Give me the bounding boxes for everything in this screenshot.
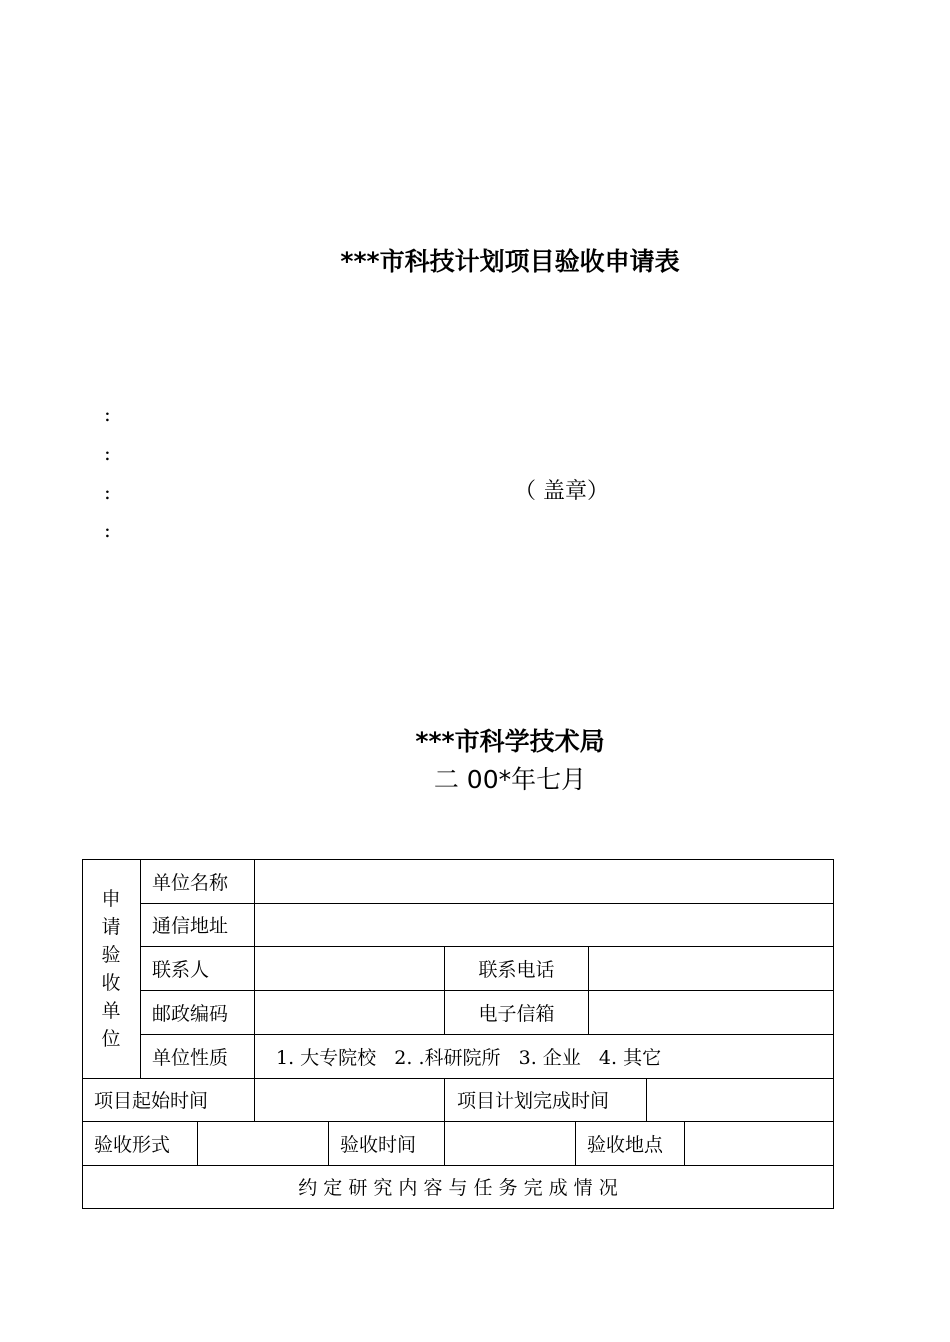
label-char: 请 bbox=[101, 915, 121, 938]
email-label: 电子信箱 bbox=[478, 1002, 555, 1025]
label-char: 验 bbox=[101, 943, 121, 966]
postcode-label: 邮政编码 bbox=[152, 1002, 229, 1025]
plan-end-time-field[interactable] bbox=[647, 1079, 833, 1121]
field-colon: : bbox=[104, 518, 111, 542]
address-label: 通信地址 bbox=[152, 915, 229, 937]
postcode-field[interactable] bbox=[255, 991, 444, 1034]
contact-label: 联系人 bbox=[152, 958, 210, 981]
unit-type-options[interactable]: 1. 大专院校 2. .科研院所 3. 企业 4. 其它 bbox=[276, 1046, 662, 1069]
unit-name-field[interactable] bbox=[255, 860, 833, 903]
phone-label: 联系电话 bbox=[478, 958, 555, 981]
field-colon: : bbox=[104, 441, 111, 465]
accept-time-label: 验收时间 bbox=[340, 1133, 417, 1156]
seal-note: （ 盖章） bbox=[514, 479, 609, 504]
applicant-unit-label bbox=[82, 859, 140, 1078]
document-title: ***市科技计划项目验收申请表 bbox=[340, 247, 680, 276]
plan-end-time-label: 项目计划完成时间 bbox=[457, 1090, 610, 1112]
start-time-field[interactable] bbox=[255, 1079, 444, 1121]
accept-place-field[interactable] bbox=[685, 1122, 833, 1165]
accept-place-label: 验收地点 bbox=[587, 1133, 664, 1156]
label-char: 单 bbox=[101, 999, 121, 1022]
contact-field[interactable] bbox=[255, 947, 444, 990]
label-char: 收 bbox=[101, 971, 121, 994]
label-char: 申 bbox=[101, 887, 121, 910]
accept-time-field[interactable] bbox=[445, 1122, 575, 1165]
start-time-label: 项目起始时间 bbox=[94, 1090, 209, 1112]
issue-date: 二 00*年七月 bbox=[433, 765, 587, 794]
phone-field[interactable] bbox=[589, 947, 833, 990]
email-field[interactable] bbox=[589, 991, 833, 1034]
issuing-organization: ***市科学技术局 bbox=[415, 727, 605, 756]
accept-form-label: 验收形式 bbox=[94, 1133, 171, 1156]
field-colon: : bbox=[104, 402, 111, 426]
content-header: 约 定 研 究 内 容 与 任 务 完 成 情 况 bbox=[298, 1177, 618, 1199]
application-form-table bbox=[82, 859, 834, 1209]
accept-form-field[interactable] bbox=[198, 1122, 328, 1165]
field-colon: : bbox=[104, 480, 111, 504]
unit-name-label: 单位名称 bbox=[152, 871, 229, 894]
label-char: 位 bbox=[101, 1027, 121, 1050]
address-field[interactable] bbox=[255, 904, 833, 946]
unit-type-label: 单位性质 bbox=[152, 1046, 229, 1069]
